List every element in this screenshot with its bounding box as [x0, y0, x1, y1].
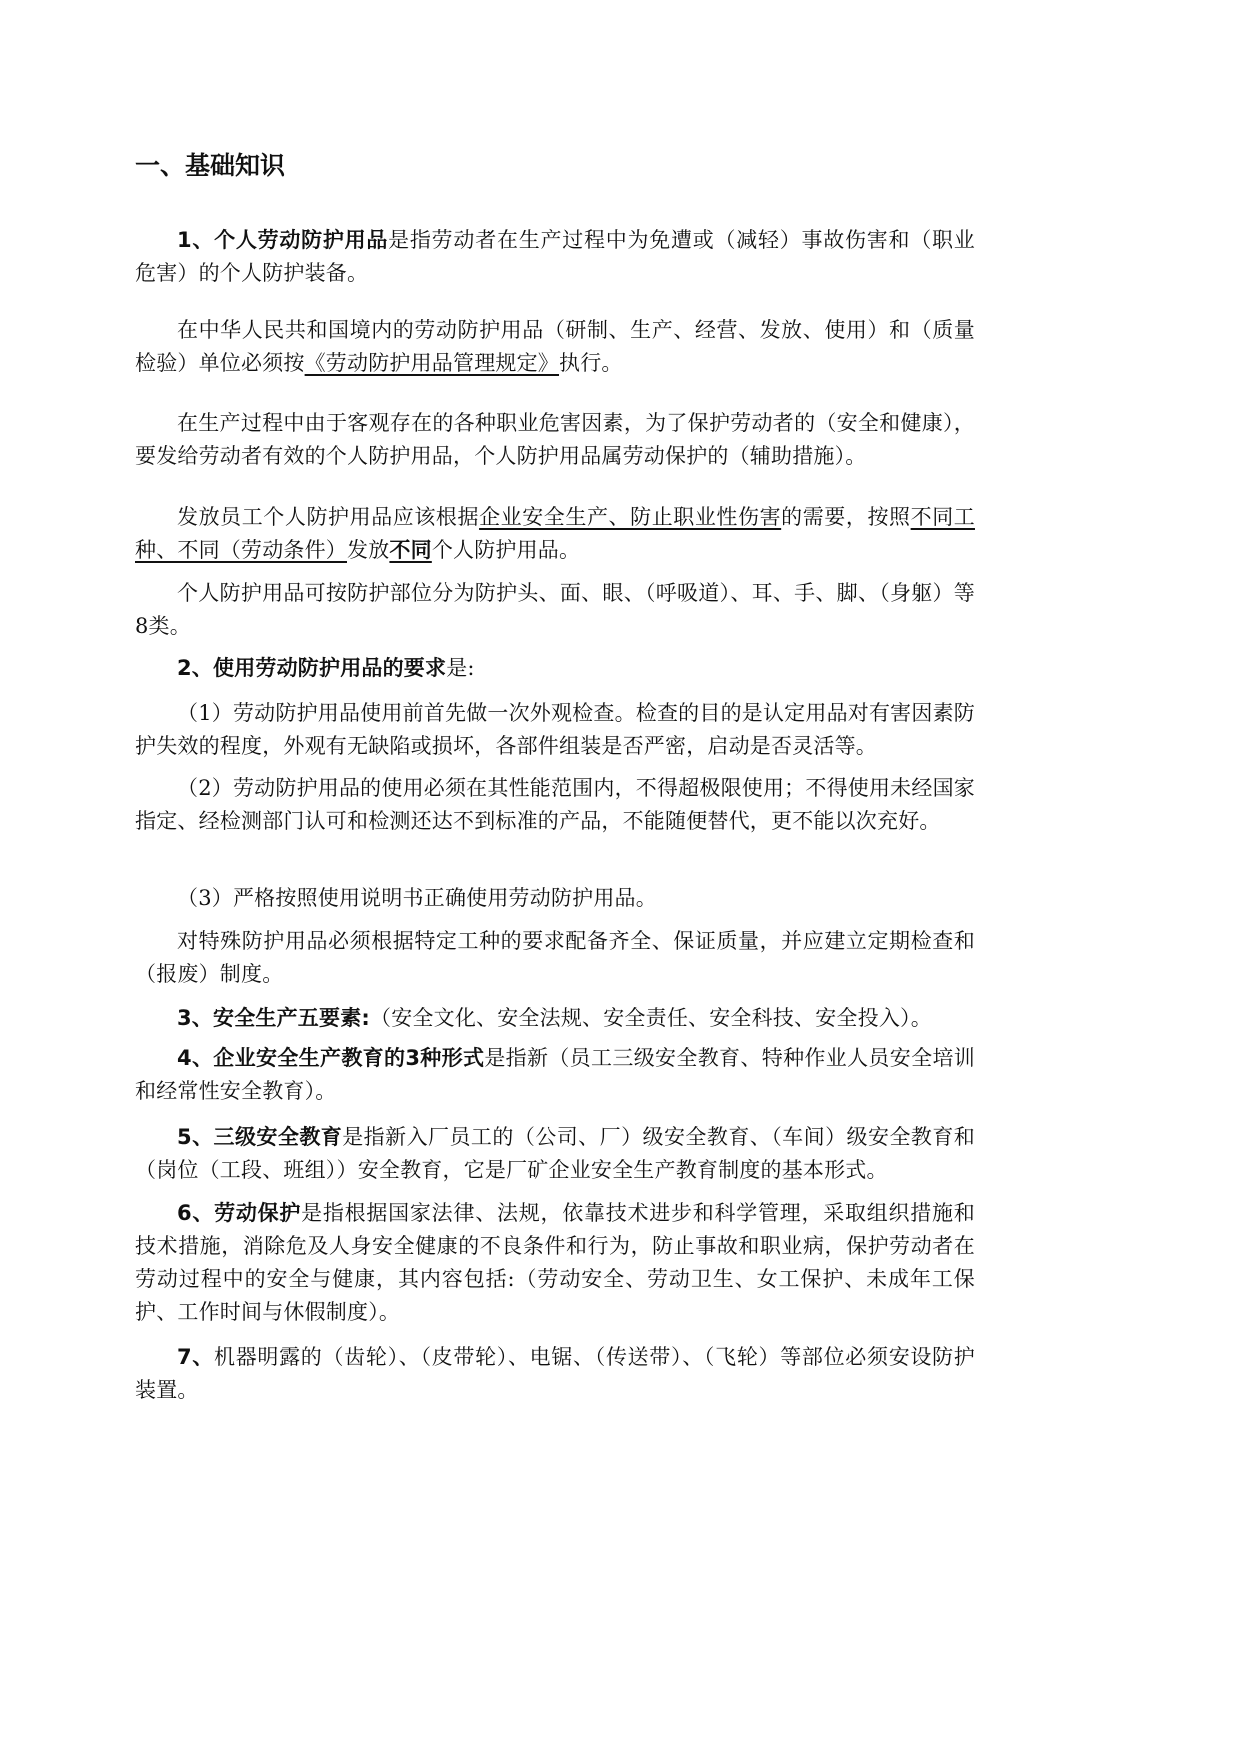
paragraph — [135, 501, 975, 567]
bold-term: 7、 — [177, 1345, 215, 1369]
bold-term: 6、劳动保护 — [177, 1201, 302, 1225]
bold-term: 不同 — [389, 538, 432, 562]
paragraph — [135, 224, 975, 290]
bold-term: 3、安全生产五要素: — [177, 1006, 371, 1030]
paragraph-text: 对特殊防护用品必须根据特定工种的要求配备齐全、保证质量，并应建立定期检查和（报废）制度。 — [135, 929, 975, 986]
section-heading: 一、基础知识 — [135, 151, 286, 180]
paragraph — [135, 314, 975, 380]
paragraph-text: （3）严格按照使用说明书正确使用劳动防护用品。 — [177, 886, 657, 910]
paragraph-text: 个人防护用品。 — [431, 538, 581, 562]
paragraph-text: （安全文化、安全法规、安全责任、安全科技、安全投入）。 — [370, 1006, 932, 1030]
paragraph — [135, 697, 975, 763]
paragraph-text: 是指新（员工三级安全教育、特种作业人员安全培训和经常性安全教育）。 — [135, 1046, 975, 1103]
paragraph — [135, 407, 975, 473]
bold-term: 1、个人劳动防护用品 — [177, 228, 389, 252]
paragraph-text: 是: — [446, 656, 475, 680]
paragraph-text: 是指劳动者在生产过程中为免遭或（减轻）事故伤害和（职业危害）的个人防护装备。 — [135, 228, 975, 285]
underlined-text: 企业安全生产、防止职业性伤害 — [479, 505, 782, 529]
paragraph — [135, 1197, 975, 1329]
paragraph-text: 的需要，按照 — [781, 505, 911, 529]
bold-term: 4、企业安全生产教育的3种形式 — [177, 1046, 485, 1070]
paragraph-text: 在中华人民共和国境内的劳动防护用品（研制、生产、经营、发放、使用）和（质量检验）单位必须按 — [135, 318, 975, 375]
paragraph-text: 发放 — [347, 538, 390, 562]
paragraph — [135, 1002, 975, 1035]
bold-term: 5、三级安全教育 — [177, 1125, 343, 1149]
paragraph — [135, 882, 975, 915]
underlined-text: 不同工种、不同（劳动条件） — [135, 505, 975, 562]
paragraph-text: （2）劳动防护用品的使用必须在其性能范围内，不得超极限使用；不得使用未经国家指定、经检测部门认可和检测还达不到标准的产品，不能随便替代，更不能以次充好。 — [135, 776, 975, 833]
bold-term: 2、使用劳动防护用品的要求 — [177, 656, 447, 680]
paragraph — [135, 772, 975, 838]
underlined-text: 《劳动防护用品管理规定》 — [304, 351, 560, 375]
paragraph — [135, 1042, 975, 1108]
paragraph-text: 是指新入厂员工的（公司、厂）级安全教育、（车间）级安全教育和（岗位（工段、班组））安全教育，它是厂矿企业安全生产教育制度的基本形式。 — [135, 1125, 975, 1182]
paragraph-text: 机器明露的（齿轮）、（皮带轮）、电锯、（传送带）、（飞轮）等部位必须安设防护装置。 — [135, 1345, 975, 1402]
paragraph — [135, 577, 975, 643]
paragraph-text: 发放员工个人防护用品应该根据 — [177, 505, 480, 529]
paragraph — [135, 925, 975, 991]
paragraph-text: 个人防护用品可按防护部位分为防护头、面、眼、（呼吸道）、耳、手、脚、（身躯）等8类。 — [135, 581, 975, 638]
paragraph-text: （1）劳动防护用品使用前首先做一次外观检查。检查的目的是认定用品对有害因素防护失效的程度，外观有无缺陷或损坏，各部件组装是否严密，启动是否灵活等。 — [135, 701, 975, 758]
paragraph-text: 在生产过程中由于客观存在的各种职业危害因素，为了保护劳动者的（安全和健康），要发给劳动者有效的个人防护用品，个人防护用品属劳动保护的（辅助措施）。 — [135, 411, 975, 468]
paragraph — [135, 1341, 975, 1407]
paragraph — [135, 1121, 975, 1187]
paragraph — [135, 652, 975, 685]
paragraph-text: 执行。 — [559, 351, 623, 375]
paragraph-text: 是指根据国家法律、法规，依靠技术进步和科学管理，采取组织措施和技术措施，消除危及人身安全健康的不良条件和行为，防止事故和职业病，保护劳动者在劳动过程中的安全与健康，其内容包括:（劳动安全、劳动卫生、女工保护、未成年工保护、工作时间与休假制度）。 — [135, 1201, 976, 1324]
